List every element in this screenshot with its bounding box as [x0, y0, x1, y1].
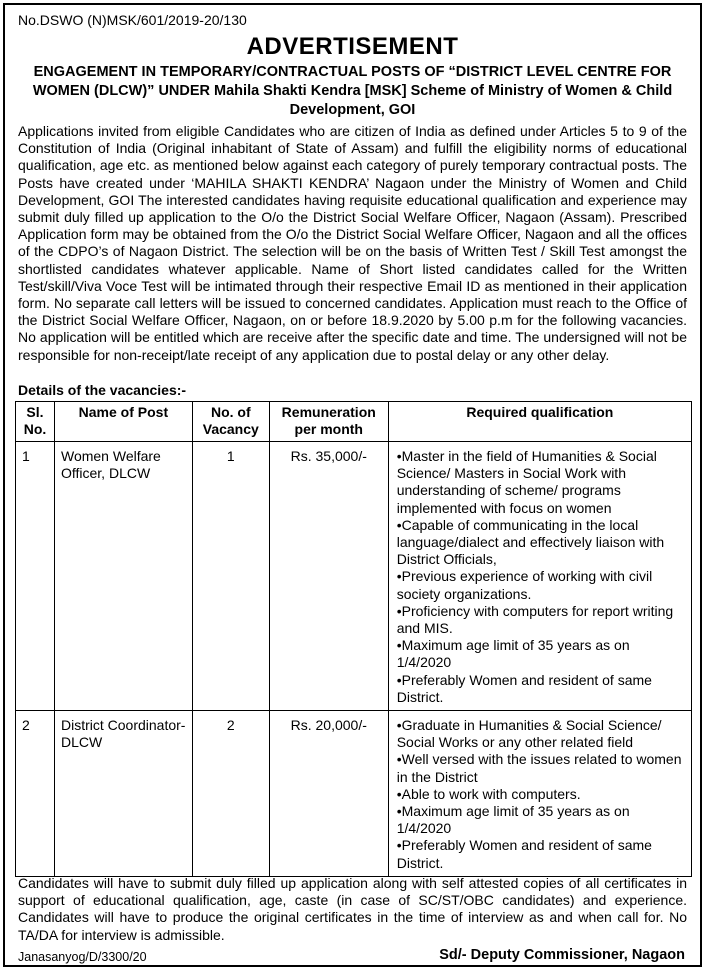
vacancy-table [15, 401, 692, 877]
cell-vacancy: 1 [192, 442, 269, 711]
qualification-item: • Maximum age limit of 35 years as on 1/4/2020 [397, 637, 685, 671]
qualification-item: • Preferably Women and resident of same District. [397, 672, 685, 706]
table-row [16, 442, 692, 711]
qualification-list [395, 448, 685, 706]
body-paragraph: Applications invited from eligible Candidates who are citizen of India as defined under Articles 5 to 9 of the Constitution of India (Original inhabitant of State of Assam) and fulfill the eligibility norms of educational qualification, age etc. as mentioned below against each category of purely temporary contractual posts. The Posts have created under ‘MAHILA SHAKTI KENDRA’ Nagaon under the Ministry of Women and Child Development, GOI The interested candidates having requisite educational qualification and experience may submit duly filled up application to the O/o the District Social Welfare Officer, Nagaon (Assam). Prescribed Application form may be obtained from the O/o the District Social Welfare Officer, Nagaon and all the offices of the CDPO’s of Nagaon District. The selection will be on the basis of Written Test / Skill Test amongst the shortlisted candidates whatever applicable. Name of Short listed candidates called for the Written Test/skill/Viva Voce Test will be intimated through their respective Email ID as mentioned in their application form. No separate call letters will be issued to concerned candidates. Application must reach to the Office of the District Social Welfare Officer, Nagaon, on or before 18.9.2020 by 5.00 p.m for the following vacancies. No application will be entitled which are receive after the specific date and time. The undersigned will not be responsible for non-receipt/late receipt of any application due to postal delay or any other delay. [18, 123, 687, 363]
qualification-item: • Able to work with computers. [397, 786, 685, 803]
header-post: Name of Post [54, 402, 192, 442]
page-title: ADVERTISEMENT [246, 33, 459, 60]
qualification-item: • Previous experience of working with civil society organizations. [397, 568, 685, 602]
signature: Sd/- Deputy Commissioner, Nagaon [439, 947, 685, 963]
cell-remuneration: Rs. 20,000/- [269, 711, 388, 877]
header-qualification: Required qualification [388, 402, 691, 442]
cell-remuneration: Rs. 35,000/- [269, 442, 388, 711]
qualification-item: • Master in the field of Humanities & Social Science/ Masters in Social Work with understanding of scheme/ programs implemented with focus on women [397, 448, 685, 517]
qualification-item: • Maximum age limit of 35 years as on 1/4/2020 [397, 803, 685, 837]
cell-post: Women Welfare Officer, DLCW [54, 442, 192, 711]
qualification-item: • Proficiency with computers for report writing and MIS. [397, 603, 685, 637]
cell-sl: 1 [16, 442, 55, 711]
qualification-item: • Preferably Women and resident of same District. [397, 837, 685, 871]
header-vacancy: No. of Vacancy [192, 402, 269, 442]
table-header-row [16, 402, 692, 442]
cell-sl: 2 [16, 711, 55, 877]
reference-number: No.DSWO (N)MSK/601/2019-20/130 [18, 12, 247, 28]
cell-qualification [388, 442, 691, 711]
footer-paragraph: Candidates will have to submit duly filled up application along with self attested copies of all certificates in support of educational qualification, age, caste (in case of SC/ST/OBC candidates) and experience. Candidates will have to produce the original certificates in the time of interview as and when call for. No TA/DA for interview is admissible. [18, 875, 687, 943]
qualification-list [395, 717, 685, 872]
cell-vacancy: 2 [192, 711, 269, 877]
qualification-item: • Graduate in Humanities & Social Science/ Social Works or any other related field [397, 717, 685, 751]
table-row [16, 711, 692, 877]
qualification-item: • Well versed with the issues related to women in the District [397, 751, 685, 785]
subtitle: ENGAGEMENT IN TEMPORARY/CONTRACTUAL POSTS OF “DISTRICT LEVEL CENTRE FOR WOMEN (DLCW)” UNDER Mahila Shakti Kendra [MSK] Scheme of Ministry of Women & Child Development, GOI [32, 64, 673, 118]
details-label: Details of the vacancies:- [18, 382, 187, 398]
cell-qualification [388, 711, 691, 877]
qualification-item: • Capable of communicating in the local language/dialect and effectively liaison with District Officials, [397, 517, 685, 569]
header-sl-no: Sl. No. [16, 402, 55, 442]
cell-post: District Coordinator-DLCW [54, 711, 192, 877]
footer-code: Janasanyog/D/3300/20 [18, 950, 147, 964]
header-remuneration: Remuneration per month [269, 402, 388, 442]
advertisement-page [3, 3, 702, 967]
